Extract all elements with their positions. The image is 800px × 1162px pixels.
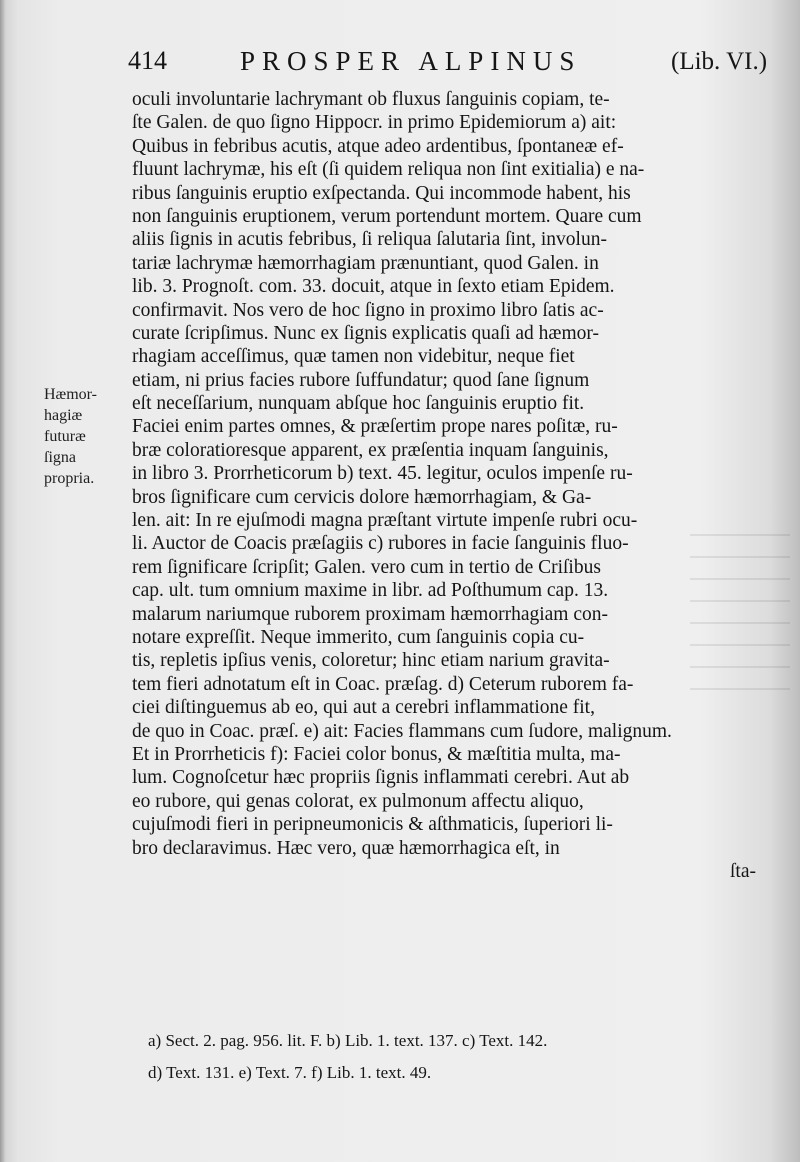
margin-note-line: propria.	[44, 470, 95, 487]
text-line: fluunt lachrymæ, his eſt (ſi quidem reliqua non ſint exitialia) e na-	[132, 159, 645, 181]
text-line: aliis ſignis in acutis febribus, ſi reliqua ſalutaria ſint, involun-	[132, 229, 607, 251]
text-line: bro declaravimus. Hæc vero, quæ hæmorrhagica eſt, in	[132, 837, 560, 859]
page-number: 414	[128, 46, 167, 75]
text-line: etiam, ni prius facies rubore ſuffundatur; quod ſane ſignum	[132, 369, 590, 391]
text-line: notare expreſſit. Neque immerito, cum ſanguinis copia cu-	[132, 626, 585, 648]
text-line: Et in Prorrheticis f): Faciei color bonus, & mæſtitia multa, ma-	[132, 743, 621, 765]
body-text	[132, 88, 768, 883]
text-line: confirmavit. Nos vero de hoc ſigno in proximo libro ſatis ac-	[132, 299, 604, 321]
text-line: ſte Galen. de quo ſigno Hippocr. in primo Epidemiorum a) ait:	[132, 112, 617, 134]
running-title: PROSPER ALPINUS	[240, 46, 582, 76]
running-header	[128, 44, 768, 84]
text-line: rem ſignificare ſcripſit; Galen. vero cum in tertio de Criſibus	[132, 556, 601, 578]
text-line: eo rubore, qui genas colorat, ex pulmonum affectu aliquo,	[132, 790, 584, 812]
footnote-line: d) Text. 131. e) Text. 7. f) Lib. 1. text. 49.	[148, 1063, 432, 1082]
text-line: tem fieri adnotatum eſt in Coac. præſag. d) Ceterum ruborem fa-	[132, 673, 634, 695]
margin-note-line: ſigna	[44, 449, 76, 466]
book-reference: (Lib. VI.)	[671, 48, 768, 75]
text-line: in libro 3. Prorrheticorum b) text. 45. legitur, oculos impenſe ru-	[132, 463, 633, 485]
page-gutter-shadow	[0, 0, 6, 1162]
text-line: eſt neceſſarium, nunquam abſque hoc ſanguinis eruptio fit.	[132, 393, 585, 415]
margin-note-line: Hæmor-	[44, 386, 98, 403]
text-line: bræ coloratioresque apparent, ex præſentia inquam ſanguinis,	[132, 439, 609, 461]
margin-note-line: futuræ	[44, 428, 86, 445]
text-line: tis, repletis ipſius venis, coloretur; hinc etiam narium gravita-	[132, 650, 610, 672]
text-line: len. ait: In re ejuſmodi magna præſtant virtute impenſe rubri ocu-	[132, 510, 638, 532]
text-line: ciei diſtinguemus ab eo, qui aut a cerebri inflammatione fit,	[132, 697, 595, 719]
text-line: lum. Cognoſcetur hæc propriis ſignis inflammati cerebri. Aut ab	[132, 767, 630, 789]
footnote-line: a) Sect. 2. pag. 956. lit. F. b) Lib. 1. text. 137. c) Text. 142.	[148, 1031, 548, 1050]
text-line: cap. ult. tum omnium maxime in libr. ad Poſthumum cap. 13.	[132, 580, 609, 602]
text-line: curate ſcripſimus. Nunc ex ſignis explicatis quaſi ad hæmor-	[132, 322, 599, 344]
text-line: bros ſignificare cum cervicis dolore hæmorrhagiam, & Ga-	[132, 486, 592, 508]
text-line: cujuſmodi fieri in peripneumonicis & aſthmaticis, ſuperiori li-	[132, 814, 613, 836]
show-through-shadow	[690, 530, 790, 690]
text-line: oculi involuntarie lachrymant ob fluxus ſanguinis copiam, te-	[132, 89, 610, 110]
catchword: ſta-	[730, 860, 756, 882]
text-line: malarum nariumque ruborem proximam hæmorrhagiam con-	[132, 603, 608, 625]
margin-note-line: hagiæ	[44, 407, 83, 424]
text-line: ribus ſanguinis eruptio exſpectanda. Qui incommode habent, his	[132, 182, 631, 204]
text-line: tariæ lachrymæ hæmorrhagiam prænuntiant, quod Galen. in	[132, 252, 599, 274]
text-line: rhagiam acceſſimus, quæ tamen non videbitur, neque fiet	[132, 346, 575, 368]
footnotes	[148, 1025, 748, 1089]
margin-note	[44, 384, 124, 489]
text-line: Faciei enim partes omnes, & præſertim prope nares poſitæ, ru-	[132, 416, 618, 438]
text-line: lib. 3. Prognoſt. com. 33. docuit, atque in ſexto etiam Epidem.	[132, 276, 615, 298]
text-line: de quo in Coac. præſ. e) ait: Facies flammans cum ſudore, malignum.	[132, 720, 672, 742]
text-line: non ſanguinis eruptionem, verum portendunt mortem. Quare cum	[132, 205, 642, 227]
text-line: Quibus in febribus acutis, atque adeo ardentibus, ſpontaneæ ef-	[132, 135, 624, 157]
text-line: li. Auctor de Coacis præſagiis c) rubores in facie ſanguinis fluo-	[132, 533, 629, 555]
